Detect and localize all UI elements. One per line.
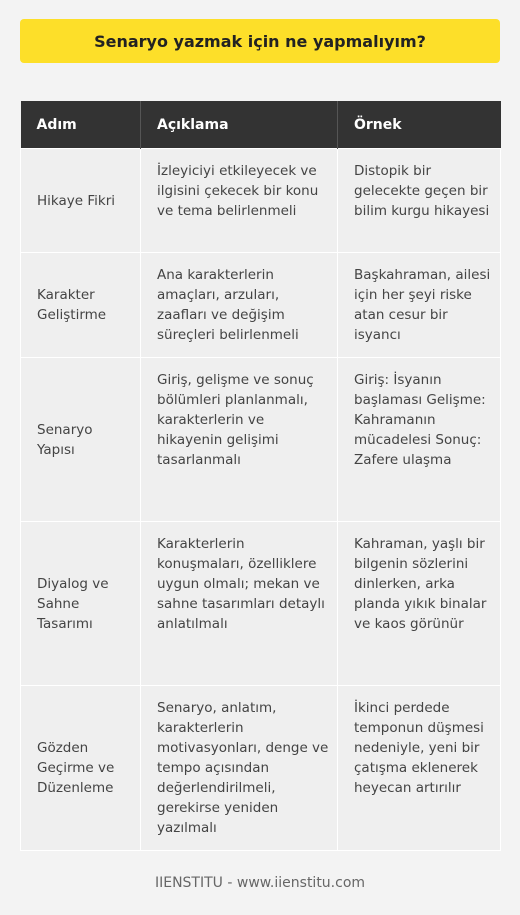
title-banner (20, 19, 500, 63)
table-row (21, 253, 501, 358)
example-cell: Distopik bir gelecekte geçen bir bilim kurgu hikayesi (338, 149, 501, 253)
header-step: Adım (21, 101, 141, 149)
example-cell: İkinci perdede temponun düşmesi nedeniyle, yeni bir çatışma eklenerek heyecan artırılır (338, 686, 501, 851)
step-cell: Hikaye Fikri (21, 149, 141, 253)
header-description: Açıklama (141, 101, 338, 149)
description-cell: İzleyiciyi etkileyecek ve ilgisini çekecek bir konu ve tema belirlenmeli (141, 149, 338, 253)
description-cell: Giriş, gelişme ve sonuç bölümleri planlanmalı, karakterlerin ve hikayenin gelişimi tasarlanmalı (141, 358, 338, 522)
step-cell: Diyalog ve Sahne Tasarımı (21, 522, 141, 686)
page-title: Senaryo yazmak için ne yapmalıyım? (94, 31, 426, 51)
table-row (21, 149, 501, 253)
example-cell: Giriş: İsyanın başlaması Gelişme: Kahramanın mücadelesi Sonuç: Zafere ulaşma (338, 358, 501, 522)
step-cell: Gözden Geçirme ve Düzenleme (21, 686, 141, 851)
description-cell: Karakterlerin konuşmaları, özelliklere uygun olmalı; mekan ve sahne tasarımları detaylı anlatılmalı (141, 522, 338, 686)
example-cell: Başkahraman, ailesi için her şeyi riske atan cesur bir isyancı (338, 253, 501, 358)
header-example: Örnek (338, 101, 501, 149)
table-row (21, 522, 501, 686)
table-row (21, 358, 501, 522)
step-cell: Senaryo Yapısı (21, 358, 141, 522)
footer-credit: IIENSTITU - www.iienstitu.com (154, 875, 366, 891)
step-cell: Karakter Geliştirme (21, 253, 141, 358)
example-cell: Kahraman, yaşlı bir bilgenin sözlerini dinlerken, arka planda yıkık binalar ve kaos görünür (338, 522, 501, 686)
description-cell: Ana karakterlerin amaçları, arzuları, zaafları ve değişim süreçleri belirlenmeli (141, 253, 338, 358)
description-cell: Senaryo, anlatım, karakterlerin motivasyonları, denge ve tempo açısından değerlendirilmeli, gerekirse yeniden yazılmalı (141, 686, 338, 851)
table-row (21, 686, 501, 851)
steps-table (20, 101, 501, 851)
table-header-row (21, 101, 501, 149)
